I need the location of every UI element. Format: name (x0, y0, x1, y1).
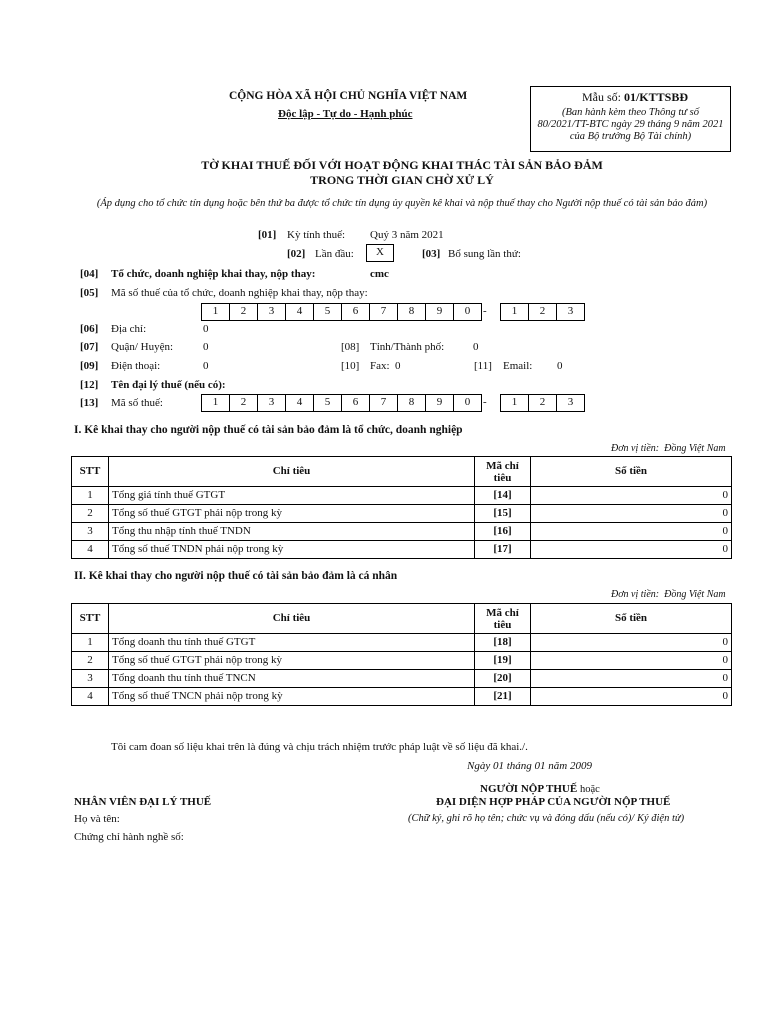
field-11-label: Email: (503, 360, 533, 372)
field-03-code: [03] (422, 248, 441, 260)
tax-digit-box[interactable]: 6 (341, 303, 370, 321)
tax-branch-box[interactable]: 2 (528, 394, 557, 412)
tax-branch-box[interactable]: 1 (500, 303, 529, 321)
agent-cert-label: Chứng chỉ hành nghề số: (74, 831, 184, 843)
tax-digit-box[interactable]: 6 (341, 394, 370, 412)
cell-amount: 0 (531, 634, 732, 652)
field-08-value: 0 (473, 341, 479, 353)
field-03-label: Bổ sung lần thứ: (448, 248, 521, 260)
field-06-code: [06] (80, 323, 99, 335)
declaration: Tôi cam đoan số liệu khai trên là đúng và chịu trách nhiệm trước pháp luật về số liệu đã khai./. (111, 741, 528, 753)
cell-stt: 2 (72, 652, 109, 670)
cell-code: [19] (475, 652, 531, 670)
cell-stt: 4 (72, 541, 109, 559)
sign-date: Ngày 01 tháng 01 năm 2009 (467, 760, 592, 772)
form-code-box (530, 86, 731, 152)
cell-amount: 0 (531, 670, 732, 688)
th-item: Chỉ tiêu (109, 457, 475, 487)
field-07-value: 0 (203, 341, 209, 353)
field-13-code: [13] (80, 397, 99, 409)
tax-digit-box[interactable]: 2 (229, 303, 258, 321)
field-04-code: [04] (80, 268, 99, 280)
cell-stt: 4 (72, 688, 109, 706)
field-09-label: Điện thoại: (111, 360, 161, 372)
section2-currency-value: Đồng Việt Nam (664, 589, 726, 600)
cell-code: [20] (475, 670, 531, 688)
field-05-label: Mã số thuế của tổ chức, doanh nghiệp khai thay, nộp thay: (111, 287, 368, 299)
cell-item: Tổng số thuế GTGT phải nộp trong kỳ (109, 505, 475, 523)
field-06-label: Địa chỉ: (111, 323, 147, 335)
tax-digit-box[interactable]: 7 (369, 394, 398, 412)
field-04-value: cmc (370, 268, 389, 280)
tax-digit-box[interactable]: 9 (425, 303, 454, 321)
tax-branch-box[interactable]: 3 (556, 303, 585, 321)
cell-item: Tổng doanh thu tính thuế TNCN (109, 670, 475, 688)
tax-digit-box[interactable]: 0 (453, 394, 482, 412)
title-subtitle: (Áp dụng cho tổ chức tín dụng hoặc bên thứ ba được tổ chức tín dụng ủy quyền kê khai và nộp thuế thay cho Người nộp thuế có tài sản bảo đảm) (96, 198, 708, 209)
title-line1: TỜ KHAI THUẾ ĐỐI VỚI HOẠT ĐỘNG KHAI THÁC TÀI SẢN BẢO ĐẢM (201, 158, 603, 172)
th-code: Mã chỉ tiêu (475, 457, 531, 487)
section2-currency-label: Đơn vị tiền: (611, 589, 660, 600)
cell-item: Tổng số thuế GTGT phải nộp trong kỳ (109, 652, 475, 670)
cell-amount: 0 (531, 487, 732, 505)
cell-code: [16] (475, 523, 531, 541)
section1-currency-label: Đơn vị tiền: (611, 443, 660, 454)
payer-sign-note: (Chữ ký, ghi rõ họ tên; chức vụ và đóng dấu (nếu có)/ Ký điện tử) (408, 813, 685, 824)
tax-digit-box[interactable]: 0 (453, 303, 482, 321)
section1-currency-value: Đồng Việt Nam (664, 443, 726, 454)
field-02-label: Lần đầu: (315, 248, 354, 260)
cell-amount: 0 (531, 541, 732, 559)
tax-digit-box[interactable]: 3 (257, 394, 286, 412)
cell-code: [17] (475, 541, 531, 559)
th-amount: Số tiền (531, 604, 732, 634)
tax-digit-box[interactable]: 5 (313, 394, 342, 412)
tax-branch-box[interactable]: 3 (556, 394, 585, 412)
tax-branch-box[interactable]: 1 (500, 394, 529, 412)
tax-digit-box[interactable]: 1 (201, 394, 230, 412)
title-line2: TRONG THỜI GIAN CHỜ XỬ LÝ (310, 173, 494, 187)
table-row (72, 634, 732, 652)
payer-title-a-text: NGƯỜI NỘP THUẾ (480, 783, 578, 795)
field-08-code: [08] (341, 341, 360, 353)
field-12-code: [12] (80, 379, 99, 391)
cell-code: [15] (475, 505, 531, 523)
field-10-label: Fax: (370, 360, 390, 372)
th-item: Chỉ tiêu (109, 604, 475, 634)
table-row (72, 541, 732, 559)
field-04-label: Tổ chức, doanh nghiệp khai thay, nộp thay: (111, 268, 316, 280)
section2-currency (611, 589, 726, 600)
section2-title: II. Kê khai thay cho người nộp thuế có tài sản bảo đảm là cá nhân (74, 570, 398, 582)
section2-table (71, 603, 732, 706)
field-07-code: [07] (80, 341, 99, 353)
field-12-label: Tên đại lý thuế (nếu có): (111, 379, 226, 391)
field-09-code: [09] (80, 360, 99, 372)
field-13-label: Mã số thuế: (111, 397, 163, 409)
tax-digit-box[interactable]: 4 (285, 303, 314, 321)
table-row (72, 688, 732, 706)
tax-digit-box[interactable]: 7 (369, 303, 398, 321)
table-row (72, 523, 732, 541)
table-row (72, 670, 732, 688)
tax-dash: - (483, 396, 487, 408)
form-legal-note: (Ban hành kèm theo Thông tư số 80/2021/TT-BTC ngày 29 tháng 9 năm 2021 của Bộ trưởng Bộ Tài chính) (537, 107, 724, 142)
field-06-value: 0 (203, 323, 209, 335)
agent-name-label: Họ và tên: (74, 813, 120, 825)
cell-stt: 2 (72, 505, 109, 523)
cell-amount: 0 (531, 523, 732, 541)
tax-digit-box[interactable]: 5 (313, 303, 342, 321)
cell-stt: 3 (72, 670, 109, 688)
tax-digit-box[interactable]: 8 (397, 303, 426, 321)
agent-title: NHÂN VIÊN ĐẠI LÝ THUẾ (74, 796, 212, 808)
form-code-label: Mẫu số: (581, 90, 621, 104)
th-amount: Số tiền (531, 457, 732, 487)
field-02-checkbox[interactable]: X (366, 244, 394, 262)
field-05-code: [05] (80, 287, 99, 299)
section1-table (71, 456, 732, 559)
field-07-label: Quận/ Huyện: (111, 341, 174, 353)
tax-branch-box[interactable]: 2 (528, 303, 557, 321)
cell-amount: 0 (531, 688, 732, 706)
tax-digit-box[interactable]: 1 (201, 303, 230, 321)
cell-code: [21] (475, 688, 531, 706)
field-01-value: Quý 3 năm 2021 (370, 229, 444, 241)
cell-item: Tổng số thuế TNDN phải nộp trong kỳ (109, 541, 475, 559)
th-stt: STT (72, 604, 109, 634)
field-01-label: Kỳ tính thuế: (287, 229, 346, 241)
cell-code: [18] (475, 634, 531, 652)
cell-stt: 1 (72, 634, 109, 652)
tax-digit-box[interactable]: 2 (229, 394, 258, 412)
tax-digit-box[interactable]: 8 (397, 394, 426, 412)
tax-digit-box[interactable]: 9 (425, 394, 454, 412)
motto: Độc lập - Tự do - Hạnh phúc (278, 108, 413, 120)
tax-digit-box[interactable]: 4 (285, 394, 314, 412)
field-11-code: [11] (474, 360, 492, 372)
field-08-label: Tỉnh/Thành phố: (370, 341, 445, 353)
cell-item: Tổng số thuế TNCN phải nộp trong kỳ (109, 688, 475, 706)
th-stt: STT (72, 457, 109, 487)
cell-item: Tổng giá tính thuế GTGT (109, 487, 475, 505)
field-02-code: [02] (287, 248, 306, 260)
tax-dash: - (483, 305, 487, 317)
field-01-code: [01] (258, 229, 277, 241)
country-name: CỘNG HÒA XÃ HỘI CHỦ NGHĨA VIỆT NAM (229, 90, 468, 102)
payer-title-b: ĐẠI DIỆN HỢP PHÁP CỦA NGƯỜI NỘP THUẾ (436, 796, 671, 808)
table-row (72, 505, 732, 523)
section1-currency (611, 443, 726, 454)
field-09-value: 0 (203, 360, 209, 372)
table-row (72, 652, 732, 670)
cell-code: [14] (475, 487, 531, 505)
cell-amount: 0 (531, 652, 732, 670)
tax-digit-box[interactable]: 3 (257, 303, 286, 321)
cell-item: Tổng thu nhập tính thuế TNDN (109, 523, 475, 541)
payer-title-or: hoặc (579, 784, 600, 795)
field-10-value: 0 (395, 360, 401, 372)
cell-amount: 0 (531, 505, 732, 523)
form-code: 01/KTTSBĐ (623, 90, 688, 104)
section1-title: I. Kê khai thay cho người nộp thuế có tài sản bảo đảm là tổ chức, doanh nghiệp (74, 424, 463, 436)
cell-stt: 3 (72, 523, 109, 541)
table-row (72, 487, 732, 505)
payer-title-a (480, 783, 600, 795)
cell-stt: 1 (72, 487, 109, 505)
th-code: Mã chỉ tiêu (475, 604, 531, 634)
field-11-value: 0 (557, 360, 563, 372)
cell-item: Tổng doanh thu tính thuế GTGT (109, 634, 475, 652)
field-10-code: [10] (341, 360, 360, 372)
